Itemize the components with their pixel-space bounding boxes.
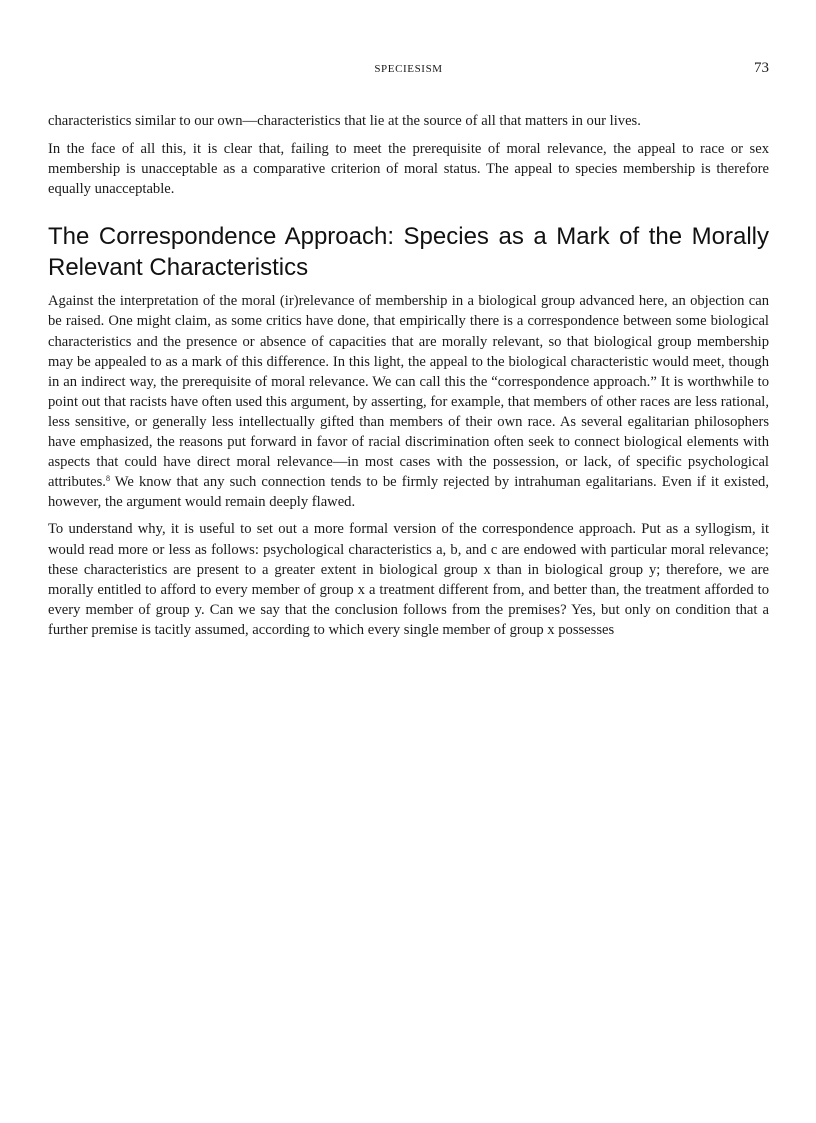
page-number: 73 [754,60,769,76]
page-body [48,111,769,647]
paragraph-syllogism: To understand why, it is useful to set out a more formal version of the correspondence approach. Put as a syllogism, it would read more or less as follows: psychological characteristics a, b, and c are endowed with particular moral relevance; these characteristics are present to a greater extent in biological group x than in biological group y; therefore, we are morally entitled to afford to every member of group x a treatment different from, and better than, the treatment afforded to every member of group y. Can we say that the conclusion follows from the premises? Yes, but only on condition that a further premise is tacitly assumed, according to which every single member of group x possesses [48,521,769,638]
footnote-reference[interactable]: 8 [105,474,110,484]
paragraph-objection-text-continued: We know that any such connection tends to be firmly rejected by intrahuman egalitarians. Even if it existed, however, the argument would remain deeply flawed. [48,474,769,511]
paragraph-continued: characteristics similar to our own—characteristics that lie at the source of all that matters in our lives. [48,113,641,129]
running-head [48,61,769,77]
section-heading: The Correspondence Approach: Species as a Mark of the Morally Relevant Characteristics [48,223,769,282]
paragraph-objection [48,291,769,512]
paragraph-conclusion: In the face of all this, it is clear that, failing to meet the prerequisite of moral relevance, the appeal to race or sex membership is unacceptable as a comparative criterion of moral status. The appeal to species membership is therefore equally unacceptable. [48,141,769,198]
paragraph-objection-text: Against the interpretation of the moral (ir)relevance of membership in a biological group advanced here, an objection can be raised. One might claim, as some critics have done, that empirically there is a correspondence between some biological characteristics and the presence or absence of capacities that are morally relevant, so that biological group membership may be appealed to as a mark of this difference. In this light, the appeal to the biological characteristic would meet, though in an indirect way, the prerequisite of moral relevance. We can call this the “correspondence approach.” It is worthwhile to point out that racists have often used this argument, by asserting, for example, that members of other races are less rational, less sensitive, or generally less intellectually gifted than members of their own race. As several egalitarian philosophers have emphasized, the reasons put forward in favor of racial discrimination often seek to connect biological elements with aspects that could have direct moral relevance—in most cases with the possession, or lack, of specific psychological attributes. [48,293,769,491]
running-title: SPECIESISM [374,63,443,75]
